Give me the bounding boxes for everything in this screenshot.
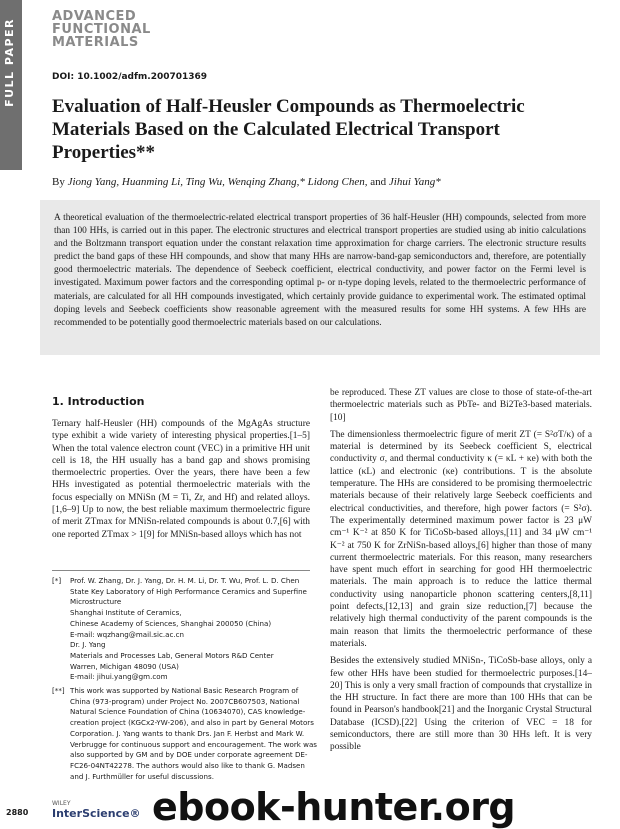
footnote-line: also supported by GM and by DOE under corporate agreement DE- [70, 750, 308, 760]
footnote-mark: [**] [52, 686, 65, 696]
author: Lidong Chen, [307, 176, 371, 188]
section-heading: 1. Introduction [52, 395, 145, 408]
footnote-line: Warren, Michigan 48090 (USA) [70, 661, 179, 671]
footnote [52, 576, 310, 683]
footnote-line: Verbrugge for continuous support and encouragement. The work was [70, 739, 317, 749]
wiley-label: WILEY [52, 800, 71, 807]
footnote-email[interactable]: E-mail: wqzhang@mail.sic.ac.cn [70, 629, 185, 639]
body-paragraph: be reproduced. These ZT values are close to those of state-of-the-art thermoelectric materials such as PbTe- and Bi2Te3-based materials.[10] [330, 388, 592, 423]
footnote-line: Corporation. J. Yang wants to thank Drs. Jan F. Herbst and Mark W. [70, 728, 305, 738]
footnote-line: Prof. W. Zhang, Dr. J. Yang, Dr. H. M. Li, Dr. T. Wu, Prof. L. D. Chen [70, 576, 300, 585]
section-tag: FULL PAPER [3, 18, 16, 107]
footnote-line: Natural Science Foundation of China (10634070), CAS knowledge- [70, 707, 306, 717]
footnote-line: Chinese Academy of Sciences, Shanghai 200050 (China) [70, 618, 272, 628]
page-number: 2880 [6, 808, 29, 817]
footnote-line: and J. Furthmüller for useful discussions. [70, 771, 214, 781]
author: Wenqing Zhang,* [227, 176, 308, 188]
footnote-line: Shanghai Institute of Ceramics, [70, 608, 182, 618]
body-paragraph: Besides the extensively studied MNiSn-, TiCoSb-base alloys, only a few other HHs have been studied for thermoelectric purposes.[14–20] This is only a very small fraction of compounds that crystallize in the HH structure. In fact there are more than 100 HHs that can be found in Pearson's handbook[21] and the Inorganic Crystal Structural Database (ICSD).[22] Using the criterion of VEC = 18 for semiconductors, there are still more than 30 HHs left. It is very possible [330, 656, 592, 753]
left-column [52, 395, 310, 546]
journal-logo [52, 10, 151, 49]
doi[interactable]: DOI: 10.1002/adfm.200701369 [52, 72, 208, 82]
footnote-line: This work was supported by National Basic Research Program of [70, 686, 299, 696]
footnote [52, 686, 317, 782]
author: Jihui Yang* [388, 176, 441, 188]
interscience-logo[interactable] [52, 800, 141, 820]
author: Ting Wu, [185, 176, 228, 188]
author: Huanming Li, [121, 176, 186, 188]
article-title: Evaluation of Half-Heusler Compounds as Thermoelectric Materials Based on the Calculated Electrical Transport Properties** [52, 96, 525, 163]
footnote-body [70, 686, 317, 782]
body-paragraph: The dimensionless thermoelectric figure of merit ZT (= S²σT/κ) of a material is determined by its Seebeck coefficient S, electrical conductivity σ, and thermal conductivity κ (= κL + κe) with both the lattice (κL) and electronic (κe) contributions. T is the absolute temperature. The HHs are considered to be promising thermoelectric materials because of their relatively large Seebeck coefficients and electrical conductivities, and therefore, high power factors (= S²σ). The experimentally determined maximum power factor is 23 μW cm⁻¹ K⁻² at 850 K for TiCoSb-based alloys,[11] and 34 μW cm⁻¹ K⁻² at 750 K for ZrNiSn-based alloys,[6] higher than those of many current thermoelectric materials. For this reason, many researchers have spent much effort in searching for good HH thermoelectric materials. The main approach is to reduce the lattice thermal conductivity using nanoparticle phonon scattering centers,[8,11] point defects,[12,13] and grain size reduction,[7] because the relatively high thermal conductivity of the parent compounds is the main reason that limits the thermoelectric performance of these materials. [330, 429, 592, 649]
footnote-line: Materials and Processes Lab, General Motors R&D Center [70, 650, 274, 660]
author: Jiong Yang, [67, 176, 122, 188]
footnote-body [70, 576, 307, 683]
footnote-line: FC26-04NT42278. The authors would also like to thank G. Madsen [70, 760, 305, 770]
authors-and: and [370, 176, 389, 188]
abstract-text: A theoretical evaluation of the thermoelectric-related electrical transport properties of 36 half-Heusler (HH) compounds, selected from more than 100 HHs, is carried out in this paper. The electronic structures and electrical transport properties are studied using ab initio calculations and the Boltzmann transport equation under the constant relaxation time approximation for charge carriers. The electronic structure results predict the band gaps of these HH compounds, and show that many HHs are narrow-band-gap semiconductors and, therefore, are potentially good thermoelectric materials. The dependence of Seebeck coefficient, electrical conductivity, and power factor on the Fermi level is investigated. Maximum power factors and the corresponding optimal p- or n-type doping levels, related to the thermoelectric performance of materials, are calculated for all HH compounds investigated, which certainly provide guidance to experimental work. The estimated optimal doping levels and Seebeck coefficients show reasonable agreement with the measured results for some HH systems. A few HHs are recommended to be potentially good thermoelectric materials based on our calculations. [54, 213, 586, 328]
section-tab [0, 0, 22, 170]
logo-line: MATERIALS [52, 35, 139, 50]
abstract-box [40, 200, 600, 355]
footnotes [52, 570, 317, 785]
footnote-line: State Key Laboratory of High Performance Ceramics and Superfine [70, 586, 307, 596]
logo-line: FUNCTIONAL [52, 22, 151, 37]
interscience-name: InterScience® [52, 807, 141, 820]
body-paragraph: Ternary half-Heusler (HH) compounds of the MgAgAs structure type exhibit a wide variety of interesting physical properties.[1–5] When the total valence electron count (VEC) in a primitive HH unit cell is 18, the HH usually has a band gap and shows promising thermoelectric properties. Over the years, there have been a few HHs investigated as potential thermoelectric materials with the focus especially on MNiSn (M = Ti, Zr, and Hf) and related alloys.[1,6–9] Up to now, the best reliable maximum thermoelectric figure of merit ZTmax for MNiSn-related compounds is about 0.7,[6] with one reported ZTmax > 1[9] for MNiSn-based alloys which has not [52, 419, 310, 540]
right-column [330, 387, 592, 759]
logo-line: ADVANCED [52, 9, 137, 24]
author-list [52, 176, 441, 188]
watermark: ebook-hunter.org [152, 785, 516, 829]
footnote-email[interactable]: E-mail: jihui.yang@gm.com [70, 672, 168, 682]
footnote-line: Dr. J. Yang [70, 640, 106, 650]
authors-prefix: By [52, 176, 68, 188]
footnote-line: China (973-program) under Project No. 2007CB607503, National [70, 696, 300, 706]
footnote-mark: [*] [52, 576, 62, 585]
footnote-line: Microstructure [70, 597, 122, 607]
footnote-line: creation project (KGCx2-YW-206), and also in part by General Motors [70, 718, 314, 728]
